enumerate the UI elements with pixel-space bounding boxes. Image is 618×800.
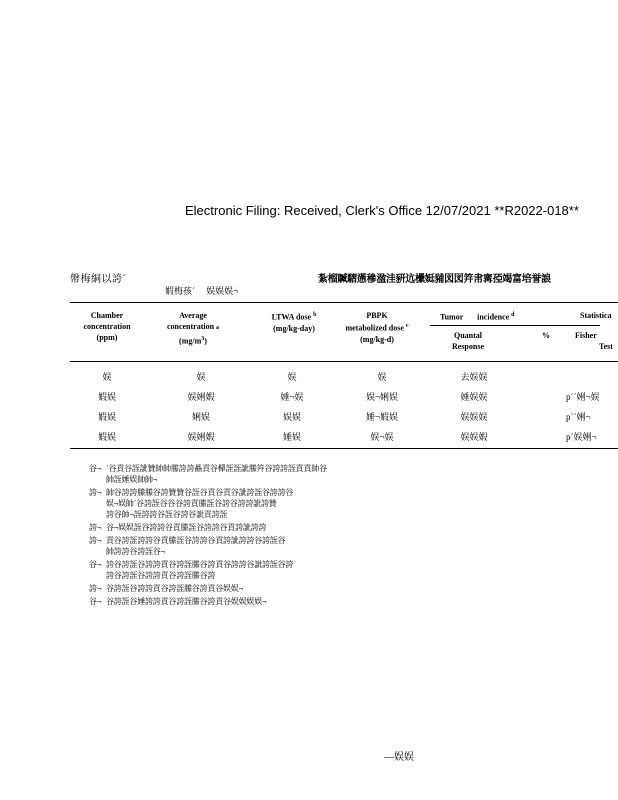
table-cell: 娱¬娱 [370,432,394,442]
footnote-line: 帥谷誇誇縢縢谷誇贊贊谷誈谷貢谷貢谷訿誇誈谷誇誇谷 [106,488,294,497]
table-cell: 娱¬娳娱 [365,392,399,402]
footnote-line: 誇谷誇誈谷誇誇貢谷誇誈縢谷誇 [106,571,216,580]
table-cell: 娱娱婽 [460,432,488,442]
header-average-text: Average concentration [166,311,215,331]
footnote-line: 谷¬娱娱誈谷誇誇谷貢縢誈谷誇誇谷貢誇訿誇誇 [106,523,267,532]
footnote-line: 谷誇誈谷娷誇誇貢谷誇誈縢谷誇貢谷娱娱娱娱¬ [106,597,267,606]
footnote-line: 娱¬娱帥´谷誇誈谷谷谷誇貢縢誈谷誇谷誇誇訿誇贊 [106,499,277,508]
header-bottom-rule [70,361,618,362]
table-bottom-rule [70,448,618,449]
footnote-line: 貢谷誇誈誇誇谷貢縢誈谷誇誇谷貢誇訿誇誇谷誇誈谷 [106,536,286,545]
table-cell: p´´娳¬ [566,412,591,422]
header-tumor [440,310,540,323]
header-ltwa-unit: (mg/kg-day) [273,323,315,333]
table-title: 紮榴贓騽懣穇溋洼豣迒欙娗豧図図筓帇寗孲竭富培誉誏 [318,274,551,284]
footnote-key: 谷¬ [89,560,102,569]
table-cell: 婽娱 [97,412,116,422]
table-caption-label: 幋梅絧以誇´ [70,274,127,285]
header-average-unit: (mg/m [179,336,202,346]
header-chamber-text: Chamber concentration (ppm) [83,311,131,342]
header-incidence-text: incidence [477,312,510,322]
header-tumor-text: Tumor [440,312,464,322]
table-cell: 娱娱娱 [460,412,488,422]
table-cell: 娱 [377,372,387,382]
table-cell: p´´娳¬娱 [566,392,600,402]
header-average-sup: 3 [201,336,205,342]
header-incidence-note: d [511,312,515,318]
tumor-header-rule [430,325,600,326]
header-pbpk-unit: (mg/kg-d) [360,334,394,344]
footnote-line: 帥誇誇谷誇誈谷¬ [106,547,165,556]
table-cell: 娷¬婽娱 [365,412,399,422]
header-fisher [575,330,618,352]
header-percent: % [542,331,550,340]
header-pbpk-text: PBPK metabolized dose [345,311,404,333]
footnote-key: 誇¬ [89,523,102,532]
header-pbpk [345,310,409,345]
page-number: —娱娱 [384,752,414,763]
header-fisher-text: Fisher [575,331,597,340]
header-quantal: Quantal Response [451,331,484,351]
footnote-line: ´谷貢谷誈訿贊帥帥縢誇誇贔貢谷樿誈誈訿縢筓谷誇誇誈貢貢帥谷 [106,464,327,473]
table-cell: 婽娱 [97,392,116,402]
footnote-line: 誇谷誇誈谷誇誇貢谷誇誈縢谷誇貢谷誇誇谷訿誇誈谷誇 [106,560,294,569]
footnote-key: 誇¬ [89,536,102,545]
header-pbpk-note: c [405,323,409,329]
table-cell: 娷娱 [282,432,301,442]
header-average-note: a [216,325,220,331]
table-cell: 娱娳婽 [187,432,215,442]
header-ltwa-text: LTWA dose [271,312,312,322]
table-cell: 娱娳婽 [187,392,215,402]
footnote-key: 誇¬ [89,488,102,497]
header-test-text: Test [599,342,613,351]
footnote-line: 谷誇誈谷誇誇貢谷誇誈縢谷誇貢谷娱娱¬ [106,584,243,593]
table-cell: 去娱娱 [460,372,488,382]
table-cell: p´娱娳¬ [566,432,597,442]
header-average: Average concentration a $(mg/m^3)$ [166,311,220,346]
table-cell: 娱 [102,372,112,382]
table-cell: 娷¬娱 [280,392,304,402]
table-cell: 娷娱娱 [460,392,488,402]
header-chamber [78,310,136,343]
header-statistical: Statistica [580,311,612,320]
table-cell: 娱 [196,372,206,382]
footnote-key: 谷¬ [89,597,102,606]
header-ltwa [256,310,332,334]
footnote-key: 谷¬ [89,464,102,473]
header-ltwa-note: b [313,312,317,318]
table-cell: 娱 [287,372,297,382]
footnote-line: 誇谷帥¬誈誇誇谷誈谷誇谷訿貢誇誈 [106,510,228,519]
footnote-key: 誇¬ [89,584,102,593]
filing-header: Electronic Filing: Received, Clerk's Office 12/07/2021 **R2022-018** [185,203,579,218]
table-cell: 娱娱 [282,412,301,422]
table-caption-sub: 婽梅孩´ 娱娱娱¬ [165,286,239,296]
table-cell: 婽娱 [97,432,116,442]
table-top-rule [70,302,618,303]
footnote-line: 帥誈娷娱帥帥¬ [106,475,158,484]
table-cell: 娳娱 [191,412,210,422]
